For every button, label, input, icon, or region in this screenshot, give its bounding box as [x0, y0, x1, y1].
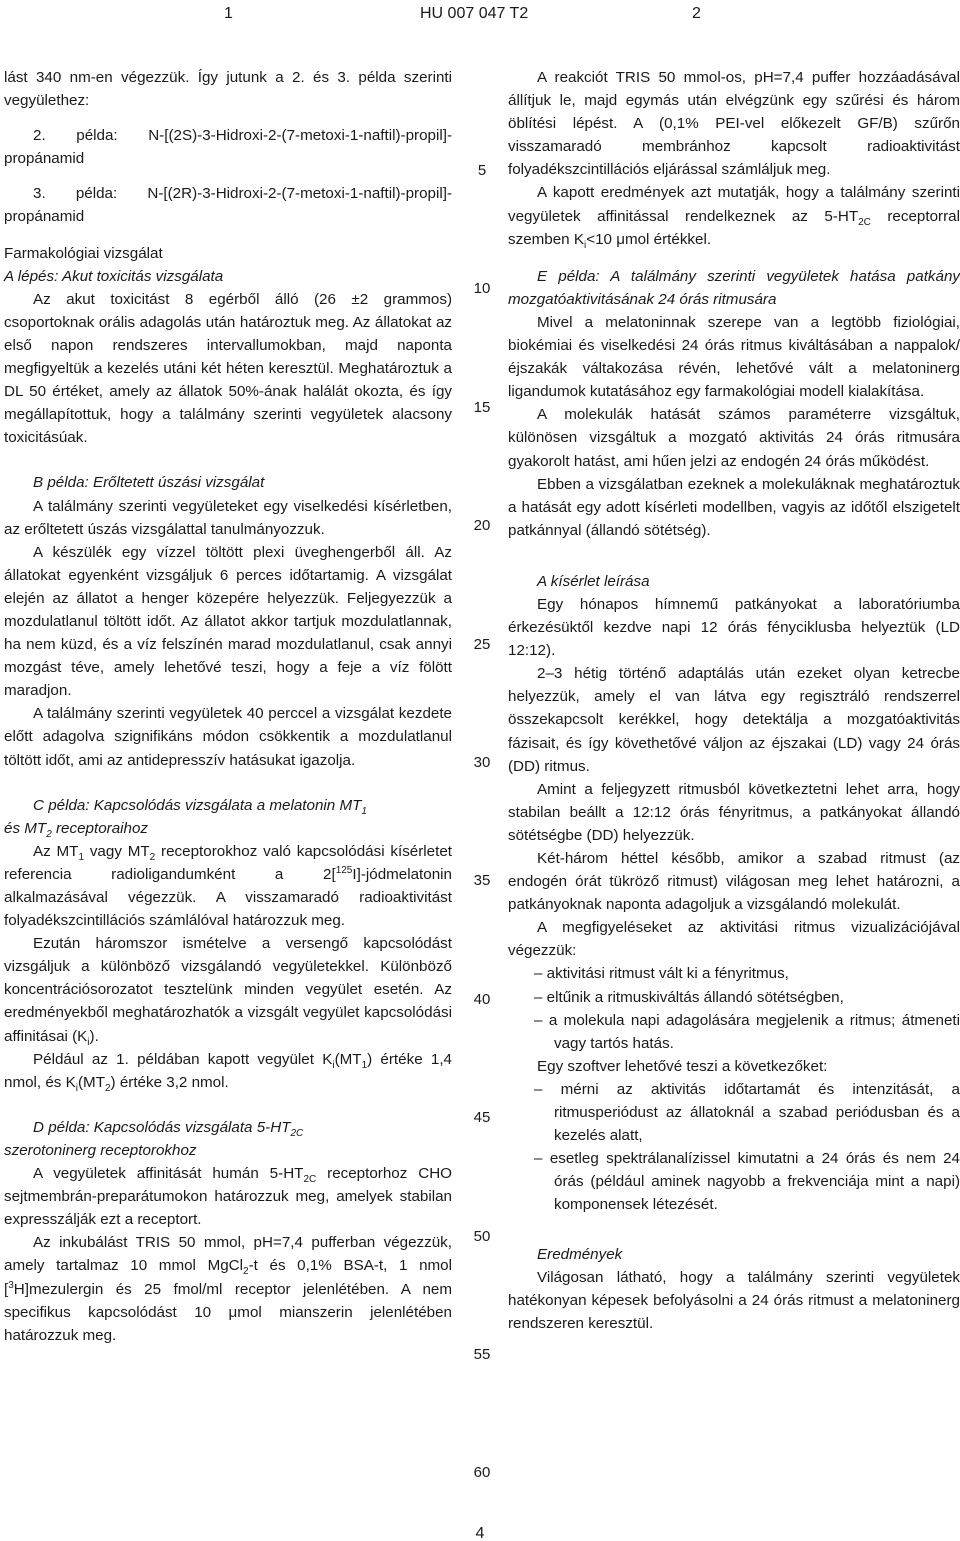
line-number: 50 — [473, 1228, 491, 1245]
section-d-heading: D példa: Kapcsolódás vizsgálata $5-HT_{2C}$ szerotoninerg receptorokhoz — [4, 1118, 304, 1159]
section-a-paragraph: Az akut toxicitást 8 egérből álló (26 ±2 grammos) csoportoknak orális adagolás után határoztuk meg. Az állatokat az első napon rendszeres intervallumokban, majd naponta megfigyeltük a kezelés utáni két héten keresztül. Meghatároztuk a DL 50 értéket, amely az állatok 50%-ának halálát okozta, és így megállapítottuk, hogy a találmány szerinti vegyületek alacsony toxicitásúak. — [4, 290, 452, 447]
right-page-number: 2 — [692, 5, 701, 22]
section-c-heading: C példa: Kapcsolódás vizsgálata a melatonin $MT_1$ és $MT_2$ receptoraihoz — [4, 796, 367, 840]
line-number: 25 — [473, 636, 491, 653]
results-paragraph: Világosan látható, hogy a találmány szerinti vegyületek hatékonyan képesek befolyásolni a 24 órás ritmust a melatoninerg rendszeren keresztül. — [508, 1268, 960, 1332]
list-item: – a molekula napi adagolására megjelenik a ritmus; átmeneti vagy tartós hatás. — [534, 1011, 960, 1052]
example-3-title: 3. példa: N-[(2R)-3-Hidroxi-2-(7-metoxi-1-naftil)-propil]-propánamid — [4, 185, 452, 226]
line-number: 60 — [473, 1464, 491, 1481]
document-id: HU 007 047 T2 — [420, 5, 529, 22]
section-e-paragraph-2: A molekulák hatását számos paraméterre vizsgáltuk, különösen vizsgáltuk a mozgató aktivitás 24 órás ritmusára gyakorolt hatást, ami hűen jelzi az endogén 24 órás működést. — [508, 406, 960, 470]
intro-paragraph: lást 340 nm-en végezzük. Így jutunk a 2. és 3. példa szerinti vegyülethez: — [4, 69, 452, 110]
section-b-paragraph-2: A készülék egy vízzel töltött plexi üveghengerből áll. Az állatokat egyenként vizsgáljuk 6 perces időtartamig. A vizsgálat elején az állatot a henger közepére helyezzük. Feljegyezzük a mozdulatlanul töltött időt. Az állatot akkor tartjuk mozdulatlannak, ha nem küzd, és a víz felszínén marad mozdulatlanul, csak annyi mozgást téve, amely lehetővé teszi, hogy a feje a víz fölött maradjon. — [4, 543, 452, 700]
section-c-paragraph-1: Az $MT_1$ vagy $MT_2$ receptorokhoz való kapcsolódási kísérletet referencia radioligandumként a 2[$^{125}$I]-jódmelatonin alkalmazásával végezzük. A visszamaradó radioaktivitást folyadékszcintillációs számlálóval határozzuk meg. — [4, 842, 453, 930]
line-number-gutter — [456, 0, 508, 1541]
list-item: – esetleg spektrálanalízissel kimutatni a 24 órás és nem 24 órás (például aminek nagyobb a frekvenciája mint a napi) komponensek létezését. — [534, 1150, 960, 1214]
experiment-paragraph-1: Egy hónapos hímnemű patkányokat a laboratóriumba érkezésüktől kezdve napi 12 órás fényciklusba helyeztük (LD 12:12). — [508, 595, 960, 660]
left-column — [4, 66, 452, 1347]
pharmacology-heading: Farmakológiai vizsgálat — [4, 244, 163, 262]
section-e-paragraph-1: Mivel a melatoninnak szerepe van a legtöbb fiziológiai, biokémiai és viselkedési 24 órás ritmus kiváltásában a nappalok/éjszakák váltakozása révén, lehetővé vált a melatoninerg ligandumok kutatásához egy farmakológiai modell kialakítása. — [508, 313, 960, 401]
section-d-paragraph-1: A vegyületek affinitását humán $5-HT_{2C}$ receptorhoz CHO sejtmembrán-preparátumokon határozzuk meg, amelyek stabilan expresszálják ezt a receptort. — [4, 1165, 452, 1229]
section-d-paragraph-2: Az inkubálást TRIS 50 mmol, pH=7,4 pufferban végezzük, amely tartalmaz 10 mmol MgCl$_2$-t és 0,1% BSA-t, 1 nmol [$^3$H]mezulergin és 25 fmol/ml receptor jelenlétében. A nem specifikus kapcsolódást 10 μmol mianszerin jelenlétében határozzuk meg. — [4, 1234, 452, 1344]
footer-page-number: 4 — [475, 1525, 485, 1541]
left-page-number: 1 — [224, 5, 233, 22]
experiment-heading: A kísérlet leírása — [537, 572, 650, 590]
results-heading: Eredmények — [537, 1245, 623, 1263]
right-column — [508, 66, 960, 1335]
list-item: – mérni az aktivitás időtartamát és intenzitását, a ritmusperiódust az állatoknál a szabad periódusban és a kezelés alatt, — [534, 1080, 960, 1145]
section-b-paragraph-3: A találmány szerinti vegyületek 40 perccel a vizsgálat kezdete előtt adagolva szignifikáns módon csökkentik a mozdulatlanul töltött időt, ami az antidepresszív hatásukat igazolja. — [4, 705, 452, 769]
section-c-paragraph-2: Ezután háromszor ismételve a versengő kapcsolódást vizsgáljuk a különböző vizsgálandó vegyületekkel. Különböző koncentrációsorozatot tesztelünk minden vegyület esetén. Az eredményekből meghatározhatók a vizsgált vegyület kapcsolódási affinitásai $(K_i)$. — [4, 935, 452, 1048]
experiment-paragraph-3: Amint a feljegyzett ritmusból következtetni lehet arra, hogy stabilan beállt a 12:12 órás fényritmus, a patkányokat állandó sötétségbe (DD) helyezzük. — [508, 780, 960, 844]
line-number: 55 — [473, 1346, 491, 1363]
line-number: 10 — [473, 280, 491, 297]
section-e-paragraph-3: Ebben a vizsgálatban ezeknek a molekuláknak meghatároztuk a hatását egy adott kísérleti modellben, vagyis az időtől elszigetelt patkánnyal (állandó sötétség). — [508, 475, 960, 539]
section-a-heading: A lépés: Akut toxicitás vizsgálata — [4, 267, 224, 285]
line-number: 40 — [473, 991, 491, 1008]
section-c-paragraph-3: Például az 1. példában kapott vegyület $K_i(MT_1)$ értéke 1,4 nmol, és $K_i(MT_2)$ értéke 3,2 nmol. — [4, 1050, 452, 1094]
section-e-heading: E példa: A találmány szerinti vegyületek hatása patkány mozgatóaktivitásának 24 órás ritmusára — [508, 267, 960, 308]
experiment-paragraph-5: A megfigyeléseket az aktivitási ritmus vizualizációjával végezzük: — [508, 919, 960, 960]
line-number: 30 — [473, 754, 491, 771]
reaction-paragraph: A reakciót TRIS 50 mmol-os, pH=7,4 puffer hozzáadásával állítjuk le, majd egymás után elvégzünk egy szűrési és három öblítési lépést. A (0,1% PEI-vel előkezelt GF/B) szűrőn visszamaradó membránhoz kapcsolt radioaktivitást folyadékszcintillációs eljárással számláljuk meg. — [508, 69, 960, 179]
list-item: – aktivitási ritmust vált ki a fényritmus, — [534, 965, 789, 983]
list-item: – eltűnik a ritmuskiváltás állandó sötétségben, — [534, 988, 844, 1006]
experiment-paragraph-4: Két-három héttel később, amikor a szabad ritmust (az endogén órát tükröző ritmust) világosan meg lehet határozni, a patkányoknak naponta adagoljuk a vizsgálandó molekulát. — [508, 850, 960, 914]
line-number: 15 — [473, 399, 491, 416]
line-number: 45 — [473, 1109, 491, 1126]
line-number: 5 — [477, 162, 487, 179]
software-paragraph: Egy szoftver lehetővé teszi a következőket: — [537, 1057, 828, 1075]
line-number: 35 — [473, 872, 491, 889]
results-d-paragraph: A kapott eredmények azt mutatják, hogy a találmány szerinti vegyületek affinitással rendelkeznek az $5-HT_{2C}$ receptorral szemben $K_i<10$ μmol értékkel. — [508, 184, 960, 251]
line-number: 20 — [473, 517, 491, 534]
example-2-title: 2. példa: N-[(2S)-3-Hidroxi-2-(7-metoxi-1-naftil)-propil]-propánamid — [4, 127, 452, 168]
section-b-paragraph-1: A találmány szerinti vegyületeket egy viselkedési kísérletben, az erőltetett úszás vizsgálattal tanulmányozzuk. — [4, 497, 452, 538]
experiment-paragraph-2: 2–3 hétig történő adaptálás után ezeket olyan ketrecbe helyezzük, amely el van látva egy regisztráló rendszerrel összekapcsolt kerékkel, hogy detektálja a mozgatóaktivitás fázisait, és így követhetővé váljon az éjszakai (LD) vagy 24 órás (DD) ritmus. — [508, 665, 960, 775]
section-b-heading: B példa: Erőltetett úszási vizsgálat — [33, 474, 265, 492]
